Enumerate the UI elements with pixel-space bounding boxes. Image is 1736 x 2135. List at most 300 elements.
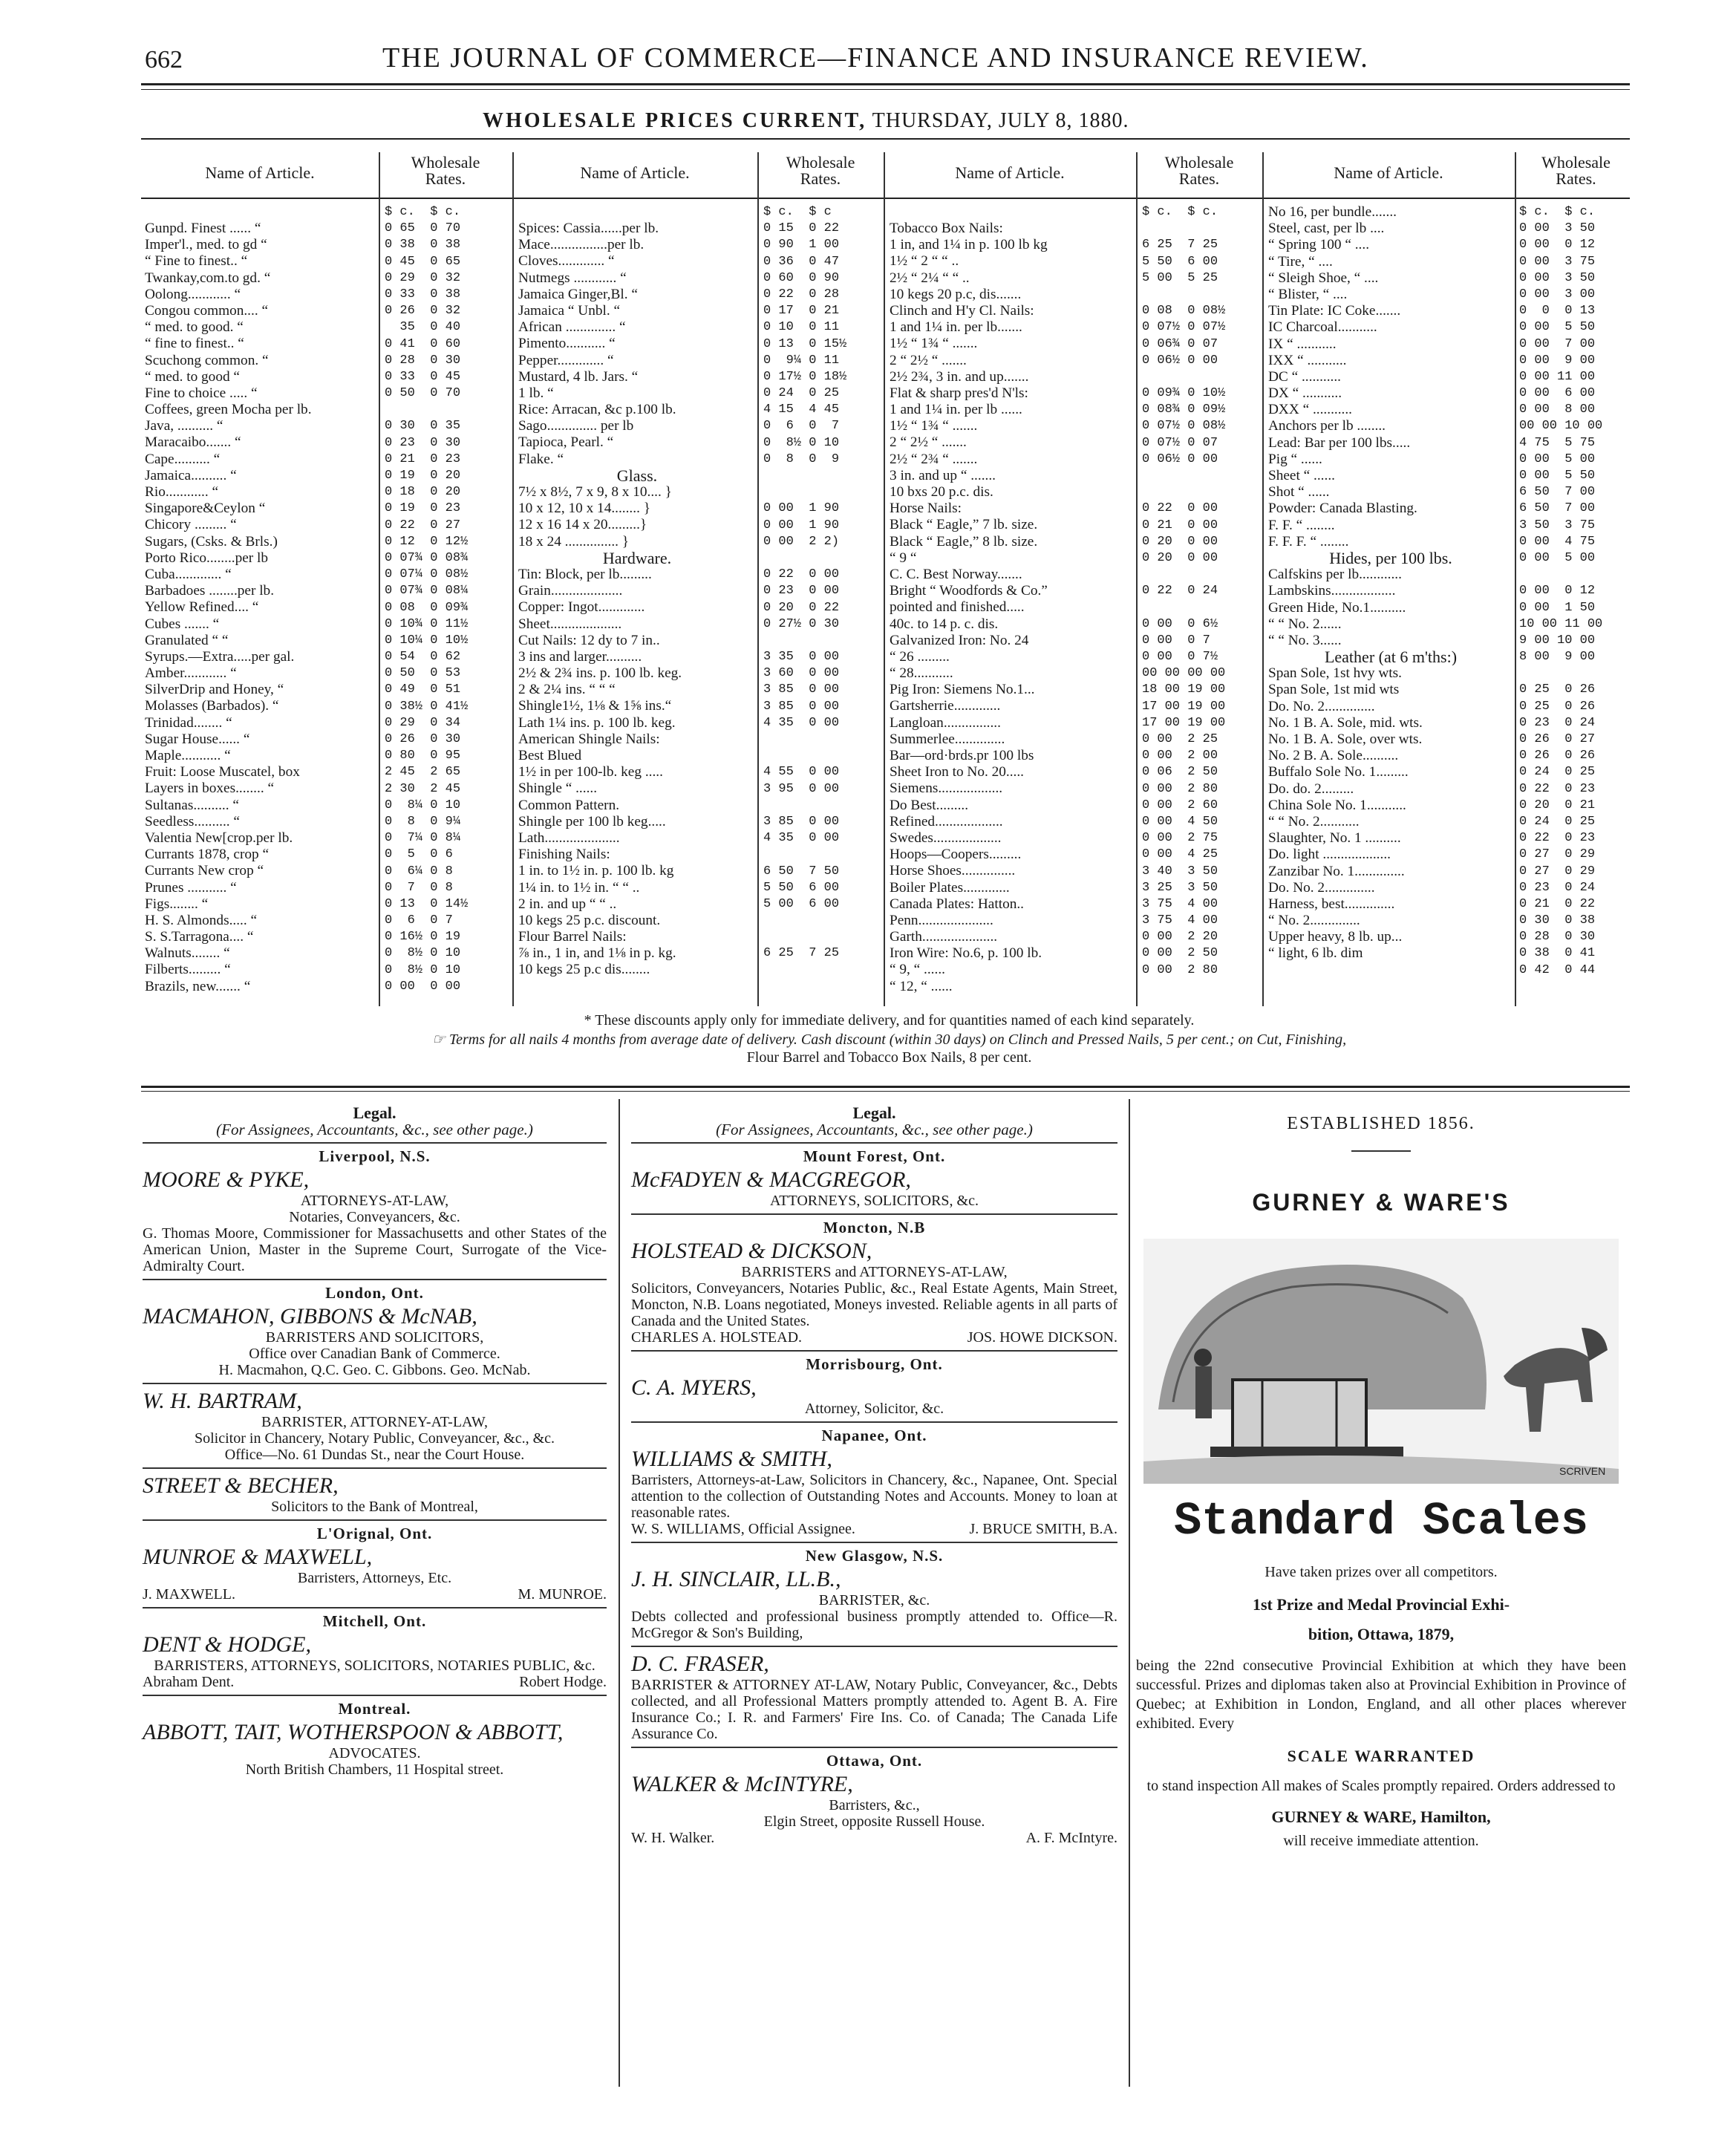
article-name: Canada Plates: Hatton.. bbox=[890, 896, 1024, 912]
price-rate: 0 20 0 22 bbox=[763, 600, 840, 615]
article-name: Do. No. 2.............. bbox=[1268, 698, 1375, 714]
article-name: Singapore&Ceylon “ bbox=[145, 501, 266, 517]
price-rate: 0 00 3 50 bbox=[1519, 221, 1596, 236]
article-name: Horse Nails: bbox=[890, 501, 962, 517]
price-rate: 0 00 4 25 bbox=[1142, 847, 1218, 862]
article-name: Rio............ “ bbox=[145, 484, 219, 500]
legal-subheading: (For Assignees, Accountants, &c., see other page.) bbox=[216, 1121, 533, 1138]
article-name: African .............. “ bbox=[518, 319, 626, 336]
price-rate: 0 00 0 12 bbox=[1519, 584, 1596, 599]
price-rate: 00 00 00 00 bbox=[1142, 666, 1226, 681]
article-name: Valentia New[crop.per lb. bbox=[145, 829, 293, 846]
article-name: “ No. 2.............. bbox=[1268, 913, 1360, 929]
signatory-left: Abraham Dent. bbox=[143, 1674, 235, 1690]
article-name: Fine to choice ..... “ bbox=[145, 385, 258, 401]
price-rate: 0 00 2 80 bbox=[1142, 962, 1218, 977]
article-name: Tapioca, Pearl. “ bbox=[518, 434, 614, 451]
firm-name: McFADYEN & MACGREGOR, bbox=[631, 1167, 911, 1192]
ad-body-2: to stand inspection All makes of Scales promptly repaired. Orders addressed to bbox=[1146, 1778, 1616, 1794]
listing-text: Solicitor in Chancery, Notary Public, Conveyancer, &c., &c. bbox=[195, 1430, 555, 1447]
price-rate: 0 17½ 0 18½ bbox=[763, 369, 847, 384]
price-rate bbox=[763, 748, 882, 764]
town-heading: New Glasgow, N.S. bbox=[805, 1547, 944, 1565]
article-name: 40c. to 14 p. c. dis. bbox=[890, 616, 999, 632]
listing-text: BARRISTER, &c. bbox=[818, 1592, 930, 1608]
article-name: “ 12, “ ...... bbox=[890, 978, 953, 994]
article-name: 2½ & 2¾ ins. p. 100 lb. keg. bbox=[518, 665, 682, 682]
price-rate: 0 17 0 21 bbox=[763, 304, 840, 319]
price-rate: 5 50 6 00 bbox=[763, 880, 840, 895]
column-header-name: Name of Article. bbox=[955, 163, 1065, 182]
price-rate: 0 13 0 14½ bbox=[385, 896, 469, 911]
divider bbox=[1351, 1150, 1411, 1152]
price-rate: 0 06½ 0 00 bbox=[1142, 452, 1218, 466]
article-name: Coffees, green Mocha per lb. bbox=[145, 402, 312, 418]
article-name: Cuba............. “ bbox=[145, 566, 232, 582]
town-heading: Mount Forest, Ont. bbox=[803, 1147, 946, 1165]
article-name: Calfskins per lb............ bbox=[1268, 567, 1402, 583]
column-header-rates: Wholesale Rates. bbox=[1541, 153, 1611, 188]
article-name: Leather (at 6 m'ths:) bbox=[1324, 649, 1458, 666]
article-name: Jamaica “ Unbl. “ bbox=[518, 302, 621, 319]
price-rate: 6 50 7 00 bbox=[1519, 501, 1596, 516]
divider bbox=[631, 1213, 1117, 1215]
price-rate bbox=[763, 929, 882, 945]
divider bbox=[143, 1142, 607, 1144]
article-name: IC Charcoal........... bbox=[1268, 319, 1377, 336]
article-name: Garth..................... bbox=[890, 929, 998, 945]
listing-text: BARRISTERS and ATTORNEYS-AT-LAW, bbox=[741, 1264, 1008, 1280]
scale-warranted: SCALE WARRANTED bbox=[1287, 1747, 1475, 1765]
article-name: Flour Barrel Nails: bbox=[518, 929, 627, 945]
article-name: Do. do. 2......... bbox=[1268, 780, 1354, 797]
price-rate: 0 22 0 27 bbox=[385, 518, 461, 532]
price-rate: 0 90 1 00 bbox=[763, 238, 840, 252]
article-name: IXX “ ........... bbox=[1268, 352, 1347, 368]
price-rate: 0 00 0 12 bbox=[1519, 238, 1596, 252]
price-rate: 0 00 5 00 bbox=[1519, 452, 1596, 466]
price-rate: 0 00 0 6½ bbox=[1142, 616, 1218, 631]
article-name: Molasses (Barbados). “ bbox=[145, 698, 279, 714]
article-name: Porto Rico........per lb bbox=[145, 550, 269, 566]
divider bbox=[631, 1142, 1117, 1144]
gurney-ware-advertisement bbox=[1136, 1114, 1626, 1851]
signatories bbox=[143, 1586, 607, 1603]
price-rate: 0 10¼ 0 10½ bbox=[385, 633, 469, 648]
article-name: Congou common.... “ bbox=[145, 302, 269, 319]
town-heading: L'Orignal, Ont. bbox=[316, 1525, 433, 1542]
price-rate: 4 35 0 00 bbox=[763, 715, 840, 730]
article-name: Java, .......... “ bbox=[145, 418, 223, 434]
price-rate: 0 8 0 9¼ bbox=[385, 814, 461, 829]
price-rate: 0 09¾ 0 10½ bbox=[1142, 386, 1226, 401]
price-rate: 0 00 6 00 bbox=[1519, 386, 1596, 401]
price-rate: 8 00 9 00 bbox=[1519, 650, 1596, 665]
article-name: Sago.............. per lb bbox=[518, 418, 634, 434]
firm-name: WALKER & McINTYRE, bbox=[631, 1772, 853, 1796]
article-name: “ med. to good. “ bbox=[145, 319, 244, 336]
divider bbox=[631, 1646, 1117, 1647]
price-rate: 0 06½ 0 00 bbox=[1142, 353, 1218, 368]
town-heading: Napanee, Ont. bbox=[821, 1427, 927, 1444]
col2-rates bbox=[763, 204, 882, 979]
column-header-rates: Wholesale Rates. bbox=[411, 153, 480, 188]
article-name: 2 “ 2½ “ ....... bbox=[890, 434, 967, 451]
column-rule bbox=[884, 152, 885, 1006]
article-name: Tin: Block, per lb......... bbox=[518, 566, 652, 582]
listing-text: Office over Canadian Bank of Commerce. bbox=[249, 1346, 500, 1362]
price-rate: 0 24 0 25 bbox=[1519, 814, 1596, 829]
article-name: Finishing Nails: bbox=[518, 847, 610, 863]
article-name: 3 in. and up “ ....... bbox=[890, 467, 996, 483]
article-name: 10 x 12, 10 x 14........ } bbox=[518, 501, 650, 517]
price-rate bbox=[1519, 567, 1634, 583]
column-header-name: Name of Article. bbox=[1334, 163, 1443, 182]
column-rule bbox=[1515, 152, 1516, 1006]
price-rate: 6 25 7 25 bbox=[1142, 238, 1218, 252]
article-name: Black “ Eagle,” 8 lb. size. bbox=[890, 533, 1038, 550]
divider bbox=[143, 1383, 607, 1384]
article-name: Nutmegs ............ “ bbox=[518, 270, 627, 286]
article-name: “ Blister, “ .... bbox=[1268, 286, 1348, 302]
listing-text: Office—No. 61 Dundas St., near the Court House. bbox=[224, 1447, 525, 1463]
article-name: Do Best......... bbox=[890, 797, 969, 813]
section-rule bbox=[141, 1086, 1630, 1088]
listing-text: ATTORNEYS-AT-LAW, bbox=[300, 1193, 449, 1209]
column-rule bbox=[512, 152, 514, 1006]
article-name: “ 28........... bbox=[890, 665, 953, 682]
article-name: 10 kegs 25 p.c dis........ bbox=[518, 962, 650, 978]
price-rate: 0 65 0 70 bbox=[385, 221, 461, 236]
article-name: Barbadoes ........per lb. bbox=[145, 583, 275, 599]
article-name: Sheet.................... bbox=[518, 616, 622, 632]
price-rate: $ c. $ c. bbox=[1142, 205, 1218, 219]
article-name: Jamaica Ginger,Bl. “ bbox=[518, 286, 638, 302]
price-rate: 0 08 0 09¾ bbox=[385, 600, 469, 615]
price-rate: 3 85 0 00 bbox=[763, 699, 840, 714]
price-rate: 2 30 2 45 bbox=[385, 781, 461, 796]
town-heading: Ottawa, Ont. bbox=[826, 1752, 923, 1770]
price-rate: 0 13 0 15½ bbox=[763, 336, 847, 351]
article-name: Flake. “ bbox=[518, 451, 564, 467]
price-rate: 0 41 0 60 bbox=[385, 336, 461, 351]
brand-name: GURNEY & WARE'S bbox=[1252, 1189, 1510, 1216]
article-name: “ 26 ......... bbox=[890, 648, 950, 665]
article-name: “ “ No. 2........... bbox=[1268, 813, 1360, 829]
divider bbox=[631, 1421, 1117, 1423]
listing-text: H. Macmahon, Q.C. Geo. C. Gibbons. Geo. McNab. bbox=[218, 1362, 531, 1378]
article-name: 10 kegs 25 p.c. discount. bbox=[518, 912, 661, 928]
article-name: Lath..................... bbox=[518, 829, 620, 846]
price-rate: 0 5 0 6 bbox=[385, 847, 453, 862]
price-rate: 0 00 3 75 bbox=[1519, 254, 1596, 269]
section-rule-thin bbox=[141, 1091, 1630, 1092]
price-rate: 3 60 0 00 bbox=[763, 666, 840, 681]
col3-rates bbox=[1142, 204, 1261, 979]
price-rate: 0 27½ 0 30 bbox=[763, 616, 840, 631]
price-rate: 0 26 0 32 bbox=[385, 304, 461, 319]
town-heading: Mitchell, Ont. bbox=[322, 1612, 427, 1630]
price-rate: 0 25 0 26 bbox=[1519, 682, 1596, 697]
price-rate: 3 85 0 00 bbox=[763, 814, 840, 829]
article-name: Cape.......... “ bbox=[145, 451, 221, 467]
headline: Standard Scales bbox=[1173, 1495, 1589, 1548]
article-name: pointed and finished..... bbox=[890, 599, 1025, 616]
col4-rates bbox=[1519, 204, 1634, 979]
footnote-discount: * These discounts apply only for immediate delivery, and for quantities named of each kind separately. bbox=[584, 1012, 1195, 1029]
article-name: “ Spring 100 “ .... bbox=[1268, 237, 1370, 253]
price-rate: 0 00 5 50 bbox=[1519, 469, 1596, 483]
article-name: 1½ “ 2 “ “ .. bbox=[890, 253, 959, 270]
price-rate: 0 22 0 23 bbox=[1519, 831, 1596, 846]
article-name: 1 and 1¼ in. per lb ...... bbox=[890, 402, 1022, 418]
header-rule bbox=[141, 83, 1630, 85]
article-name: Shot “ ...... bbox=[1268, 484, 1330, 501]
listing-text: Notaries, Conveyancers, &c. bbox=[289, 1209, 460, 1225]
price-rate bbox=[1142, 600, 1261, 616]
divider bbox=[631, 1542, 1117, 1543]
price-rate: 0 22 0 28 bbox=[763, 287, 840, 301]
price-rate: 0 00 2 50 bbox=[1142, 946, 1218, 961]
price-rate: 0 20 0 21 bbox=[1519, 798, 1596, 812]
listing-text: BARRISTERS, ATTORNEYS, SOLICITORS, NOTARIES PUBLIC, &c. bbox=[154, 1658, 595, 1674]
price-rate: 0 00 4 75 bbox=[1519, 534, 1596, 549]
article-name: Summerlee.............. bbox=[890, 731, 1005, 747]
article-name: 1¼ in. to 1½ in. “ “ .. bbox=[518, 879, 640, 896]
article-name: 1 lb. “ bbox=[518, 385, 554, 401]
article-name: 2 & 2¼ ins. “ “ “ bbox=[518, 682, 616, 698]
price-rate: 0 33 0 38 bbox=[385, 287, 461, 301]
divider bbox=[631, 1747, 1117, 1748]
article-name: Slaughter, No. 1 .......... bbox=[1268, 830, 1401, 847]
signatories bbox=[143, 1674, 607, 1690]
column-rule bbox=[757, 152, 759, 1006]
price-rate: 0 00 1 50 bbox=[1519, 600, 1596, 615]
header-rule-thin bbox=[141, 89, 1630, 90]
price-rate bbox=[763, 731, 882, 748]
article-name: “ Sleigh Shoe, “ .... bbox=[1268, 270, 1379, 286]
article-name: 1 in. to 1½ in. p. 100 lb. kg bbox=[518, 863, 674, 879]
article-name: Syrups.—Extra.....per gal. bbox=[145, 648, 295, 665]
article-name: Harness, best.............. bbox=[1268, 896, 1395, 912]
article-name: Shingle1½, 1⅛ & 1⅝ ins.“ bbox=[518, 698, 672, 714]
legal-column-left bbox=[143, 1105, 607, 1778]
price-rate: 0 00 0 7½ bbox=[1142, 650, 1218, 665]
price-rate: 0 00 3 00 bbox=[1519, 287, 1596, 301]
article-name: Scuchong common. “ bbox=[145, 352, 269, 368]
table-top-rule bbox=[141, 138, 1630, 140]
price-rate: 0 16½ 0 19 bbox=[385, 930, 461, 945]
price-rate: 0 38 0 41 bbox=[1519, 946, 1596, 961]
price-rate: 0 00 2 20 bbox=[1142, 930, 1218, 945]
article-name: Granulated “ “ bbox=[145, 632, 229, 648]
price-rate: 3 50 3 75 bbox=[1519, 518, 1596, 532]
price-rate: 3 95 0 00 bbox=[763, 781, 840, 796]
price-rate: 0 07¾ 0 08¾ bbox=[385, 550, 469, 565]
price-rate: 10 00 11 00 bbox=[1519, 616, 1603, 631]
legal-heading: Legal. bbox=[353, 1104, 397, 1122]
price-rate: 0 19 0 23 bbox=[385, 501, 461, 516]
price-rate: 0 08 0 08½ bbox=[1142, 304, 1226, 319]
price-rate: 9 00 10 00 bbox=[1519, 633, 1596, 648]
article-name: Spices: Cassia......per lb. bbox=[518, 221, 659, 236]
price-rate: 0 22 0 00 bbox=[763, 567, 840, 582]
firm-name: J. H. SINCLAIR, LL.B., bbox=[631, 1567, 841, 1591]
article-name: Refined................... bbox=[890, 813, 1003, 829]
firm-name: HOLSTEAD & DICKSON, bbox=[631, 1239, 872, 1263]
engraver-signature: SCRIVEN bbox=[1559, 1465, 1606, 1477]
price-rate: 0 21 0 00 bbox=[1142, 518, 1218, 532]
price-rate: 0 00 1 90 bbox=[763, 518, 840, 532]
listing-text: Barristers, Attorneys-at-Law, Solicitors in Chancery, &c., Napanee, Ont. Special attention to the collection of Outstanding Notes and Accounts. Money to loan at reasonable rates. bbox=[631, 1472, 1117, 1521]
article-name: Tobacco Box Nails: bbox=[890, 221, 1003, 236]
signatory-left: W. H. Walker. bbox=[631, 1830, 715, 1846]
article-name: Bright “ Woodfords & Co.” bbox=[890, 583, 1048, 599]
price-rate: $ c. $ c. bbox=[1519, 205, 1596, 219]
price-rate: 0 26 0 26 bbox=[1519, 749, 1596, 763]
price-rate bbox=[763, 484, 882, 501]
article-name: No. 1 B. A. Sole, mid. wts. bbox=[1268, 714, 1423, 731]
price-rate: 0 00 4 50 bbox=[1142, 814, 1218, 829]
article-name: S. S.Tarragona.... “ bbox=[145, 929, 254, 945]
article-name: “ light, 6 lb. dim bbox=[1268, 945, 1363, 962]
article-name: 1½ “ 1¾ “ ....... bbox=[890, 336, 978, 352]
article-name: Lead: Bar per 100 lbs..... bbox=[1268, 434, 1411, 451]
signatory-right: J. BRUCE SMITH, B.A. bbox=[969, 1521, 1117, 1537]
price-rate bbox=[763, 847, 882, 863]
price-rate: 0 6¼ 0 8 bbox=[385, 864, 453, 879]
article-name: Glass. bbox=[616, 467, 658, 484]
price-rate: 3 40 3 50 bbox=[1142, 864, 1218, 879]
price-rate: 0 6 0 7 bbox=[763, 419, 840, 434]
article-name: Do. light ................... bbox=[1268, 847, 1391, 863]
price-rate: 00 00 10 00 bbox=[1519, 419, 1603, 434]
ad-body: being the 22nd consecutive Provincial Exhibition at which they have been successful. Prizes and diplomas taken also at Provincial Exhibition in Province of Quebec; at Exhibition in London, England, and all other places wherever exhibited. Every bbox=[1136, 1658, 1626, 1732]
article-name: Trinidad........ “ bbox=[145, 714, 232, 731]
price-rate: 0 00 2 25 bbox=[1142, 732, 1218, 746]
article-name: Grain.................... bbox=[518, 583, 623, 599]
article-name: F. F. “ ........ bbox=[1268, 517, 1335, 533]
article-name: 2 in. and up “ “ .. bbox=[518, 896, 617, 912]
firm-name: W. H. BARTRAM, bbox=[143, 1389, 302, 1413]
price-rate: 5 00 6 00 bbox=[763, 896, 840, 911]
price-rate: 0 50 0 70 bbox=[385, 386, 461, 401]
article-name: Amber............ “ bbox=[145, 665, 237, 682]
price-rate: 0 25 0 26 bbox=[1519, 699, 1596, 714]
article-name: Maple........... “ bbox=[145, 748, 231, 763]
ad-closing: will receive immediate attention. bbox=[1283, 1833, 1479, 1849]
listing-text: Elgin Street, opposite Russell House. bbox=[763, 1813, 985, 1830]
firm-name: ABBOTT, TAIT, WOTHERSPOON & ABBOTT, bbox=[143, 1720, 564, 1744]
price-rate: 0 42 0 44 bbox=[1519, 962, 1596, 977]
price-rate: $ c. $ c bbox=[763, 205, 832, 219]
col2-article-names bbox=[518, 221, 756, 979]
article-name: DC “ ........... bbox=[1268, 368, 1342, 385]
article-name: “ fine to finest.. “ bbox=[145, 336, 244, 352]
price-rate: 3 75 4 00 bbox=[1142, 913, 1218, 928]
article-name: Seedless.......... “ bbox=[145, 813, 240, 829]
price-rate bbox=[763, 550, 882, 567]
article-name: Copper: Ingot............. bbox=[518, 599, 645, 616]
price-rate: 0 28 0 30 bbox=[1519, 930, 1596, 945]
price-rate: 0 24 0 25 bbox=[1519, 765, 1596, 780]
signatories bbox=[631, 1329, 1117, 1346]
legal-subheading: (For Assignees, Accountants, &c., see other page.) bbox=[716, 1121, 1033, 1138]
article-name: Imper'l., med. to gd “ bbox=[145, 237, 267, 253]
price-rate: 0 00 9 00 bbox=[1519, 353, 1596, 368]
article-name: Chicory ......... “ bbox=[145, 517, 237, 533]
price-rate bbox=[763, 798, 882, 814]
price-rate: 0 30 0 35 bbox=[385, 419, 461, 434]
price-rate: 0 22 0 23 bbox=[1519, 781, 1596, 796]
col4-article-names bbox=[1268, 204, 1513, 962]
article-name: “ 9 “ bbox=[890, 550, 917, 566]
hay-wagon-engraving bbox=[1143, 1239, 1619, 1484]
price-rate bbox=[763, 913, 882, 929]
divider bbox=[143, 1695, 607, 1696]
article-name: Lambskins.................. bbox=[1268, 583, 1396, 599]
price-rate: 0 20 0 00 bbox=[1142, 550, 1218, 565]
article-name: Sugars, (Csks. & Brls.) bbox=[145, 533, 278, 550]
price-rate: 0 00 11 00 bbox=[1519, 369, 1596, 384]
article-name: Pig Iron: Siemens No.1... bbox=[890, 682, 1035, 698]
article-name: Fruit: Loose Muscatel, box bbox=[145, 764, 300, 780]
col1-rates bbox=[385, 204, 511, 995]
price-rate: 0 22 0 00 bbox=[1142, 501, 1218, 516]
price-rate: 0 7¼ 0 8¼ bbox=[385, 831, 461, 846]
price-rate: 0 00 1 90 bbox=[763, 501, 840, 516]
article-name: Powder: Canada Blasting. bbox=[1268, 501, 1417, 517]
prizes-line: Have taken prizes over all competitors. bbox=[1265, 1564, 1498, 1580]
column-header-name: Name of Article. bbox=[580, 163, 690, 182]
price-rate: 0 36 0 47 bbox=[763, 254, 840, 269]
article-name: Sugar House...... “ bbox=[145, 731, 250, 747]
journal-title: THE JOURNAL OF COMMERCE—FINANCE AND INSURANCE REVIEW. bbox=[382, 42, 1369, 74]
article-name: 1½ in per 100-lb. keg ..... bbox=[518, 764, 663, 780]
listing-text: Solicitors, Conveyancers, Notaries Public, &c., Real Estate Agents, Main Street, Moncton, N.B. Loans negotiated, Moneys invested. Reliable agents in all parts of Canada and the United States. bbox=[631, 1280, 1117, 1329]
article-name: Prunes ........... “ bbox=[145, 879, 237, 896]
article-name: Hardware. bbox=[602, 550, 672, 567]
firm-name: C. A. MYERS, bbox=[631, 1375, 757, 1400]
article-name: Cut Nails: 12 dy to 7 in.. bbox=[518, 632, 660, 648]
price-rate: 0 00 0 00 bbox=[385, 979, 461, 994]
price-rate: 3 25 3 50 bbox=[1142, 880, 1218, 895]
article-name: Span Sole, 1st hvy wts. bbox=[1268, 665, 1402, 682]
article-name: Cloves............. “ bbox=[518, 253, 615, 270]
price-rate: 0 0 0 13 bbox=[1519, 304, 1596, 319]
article-name: DX “ ........... bbox=[1268, 385, 1342, 402]
divider bbox=[143, 1467, 607, 1469]
price-rate: 0 20 0 00 bbox=[1142, 534, 1218, 549]
ad-address: GURNEY & WARE, Hamilton, bbox=[1271, 1808, 1491, 1826]
price-rate: 0 07¼ 0 08½ bbox=[385, 567, 469, 582]
price-rate: 5 50 6 00 bbox=[1142, 254, 1218, 269]
price-rate bbox=[763, 962, 882, 979]
divider bbox=[631, 1350, 1117, 1352]
town-heading: London, Ont. bbox=[325, 1284, 424, 1302]
price-rate: $ c. $ c. bbox=[385, 205, 461, 219]
article-name: China Sole No. 1........... bbox=[1268, 797, 1406, 813]
article-name: Sheet “ ...... bbox=[1268, 468, 1335, 483]
price-rate: 0 54 0 62 bbox=[385, 650, 461, 665]
column-rule bbox=[1136, 152, 1138, 1006]
listing-text: BARRISTERS AND SOLICITORS, bbox=[265, 1329, 484, 1346]
price-rate bbox=[763, 468, 882, 484]
price-rate: 0 00 2 60 bbox=[1142, 798, 1218, 812]
article-name: No. 2 B. A. Sole.......... bbox=[1268, 748, 1399, 764]
article-name: C. C. Best Norway....... bbox=[890, 566, 1022, 582]
price-rate: 0 80 0 95 bbox=[385, 749, 461, 763]
